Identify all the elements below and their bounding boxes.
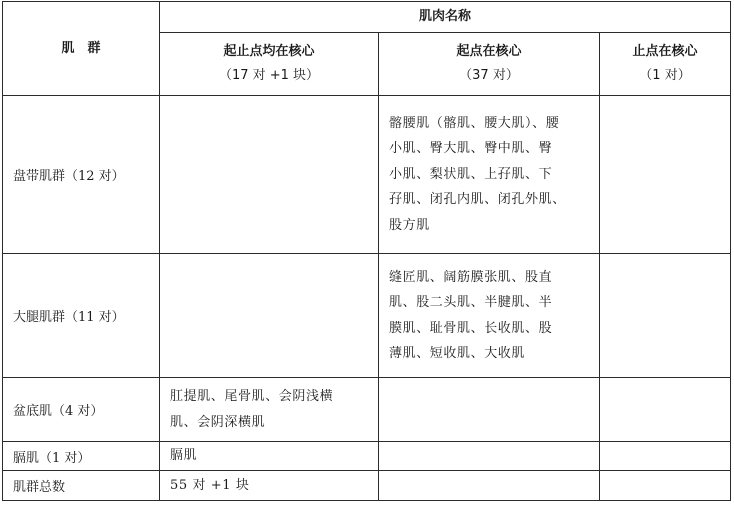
row-group-label: 大腿肌群（11 对） bbox=[3, 254, 160, 378]
row-col-origin-core bbox=[379, 471, 600, 501]
header-col-origin-core-title: 起点在核心 bbox=[456, 44, 522, 59]
header-muscle-name-label: 肌肉名称 bbox=[418, 9, 471, 24]
table-row bbox=[3, 96, 731, 254]
muscle-line: 膜肌、耻骨肌、长收肌、股 bbox=[389, 320, 553, 336]
header-muscle-group-label: 肌 群 bbox=[61, 40, 101, 56]
row-group-label: 盘带肌群（12 对） bbox=[3, 96, 160, 254]
table-row bbox=[3, 254, 731, 378]
row-col-insertion-core bbox=[600, 378, 731, 442]
table-row bbox=[3, 378, 731, 442]
row-col-origin-core bbox=[379, 96, 600, 254]
row-col-both-core: 55 对 +1 块 bbox=[160, 471, 379, 501]
header-muscle-group bbox=[3, 2, 160, 96]
header-col-both-core-title: 起止点均在核心 bbox=[223, 44, 315, 59]
muscle-line: 肌、股二头肌、半腱肌、半 bbox=[389, 295, 553, 310]
header-col-insertion-core-sub: （1 对） bbox=[639, 68, 691, 83]
muscle-line: 薄肌、短收肌、大收肌 bbox=[389, 346, 526, 361]
muscle-line: 缝匠肌、阔筋膜张肌、股直 bbox=[389, 269, 553, 285]
header-col-insertion-core-title: 止点在核心 bbox=[632, 44, 698, 59]
row-group-label: 盆底肌（4 对） bbox=[3, 378, 160, 442]
muscle-line: 肌、会阴深横肌 bbox=[170, 414, 266, 430]
muscle-line: 小肌、臀大肌、臀中肌、臀 bbox=[389, 141, 553, 157]
header-muscle-name bbox=[160, 2, 731, 33]
row-group-label: 膈肌（1 对） bbox=[3, 442, 160, 471]
muscle-line: 小肌、梨状肌、上孖肌、下 bbox=[389, 166, 553, 182]
row-col-both-core: 膈肌 bbox=[160, 442, 379, 471]
header-col-both-core-sub: （17 对 +1 块） bbox=[218, 68, 320, 83]
row-col-origin-core bbox=[379, 254, 600, 378]
table-row bbox=[3, 442, 731, 471]
header-col-both-core bbox=[160, 33, 379, 96]
row-col-insertion-core bbox=[600, 96, 731, 254]
row-col-insertion-core bbox=[600, 442, 731, 471]
muscle-line: 股方肌 bbox=[389, 217, 430, 233]
header-col-origin-core bbox=[379, 33, 600, 96]
muscle-line: 孖肌、闭孔内肌、闭孔外肌、 bbox=[389, 192, 566, 208]
row-col-origin-core bbox=[379, 378, 600, 442]
muscle-line: 肛提肌、尾骨肌、会阴浅横 bbox=[170, 389, 334, 404]
row-col-insertion-core bbox=[600, 471, 731, 501]
muscle-table bbox=[2, 1, 731, 501]
header-col-insertion-core bbox=[600, 33, 731, 96]
row-group-label: 肌群总数 bbox=[3, 471, 160, 501]
row-col-both-core bbox=[160, 96, 379, 254]
table-row bbox=[3, 471, 731, 501]
header-col-origin-core-sub: （37 对） bbox=[459, 68, 519, 83]
row-col-both-core bbox=[160, 254, 379, 378]
row-col-insertion-core bbox=[600, 254, 731, 378]
muscle-line: 髂腰肌（髂肌、腰大肌）、腰 bbox=[389, 115, 560, 131]
row-col-both-core bbox=[160, 378, 379, 442]
header-row-1 bbox=[3, 2, 731, 33]
row-col-origin-core bbox=[379, 442, 600, 471]
